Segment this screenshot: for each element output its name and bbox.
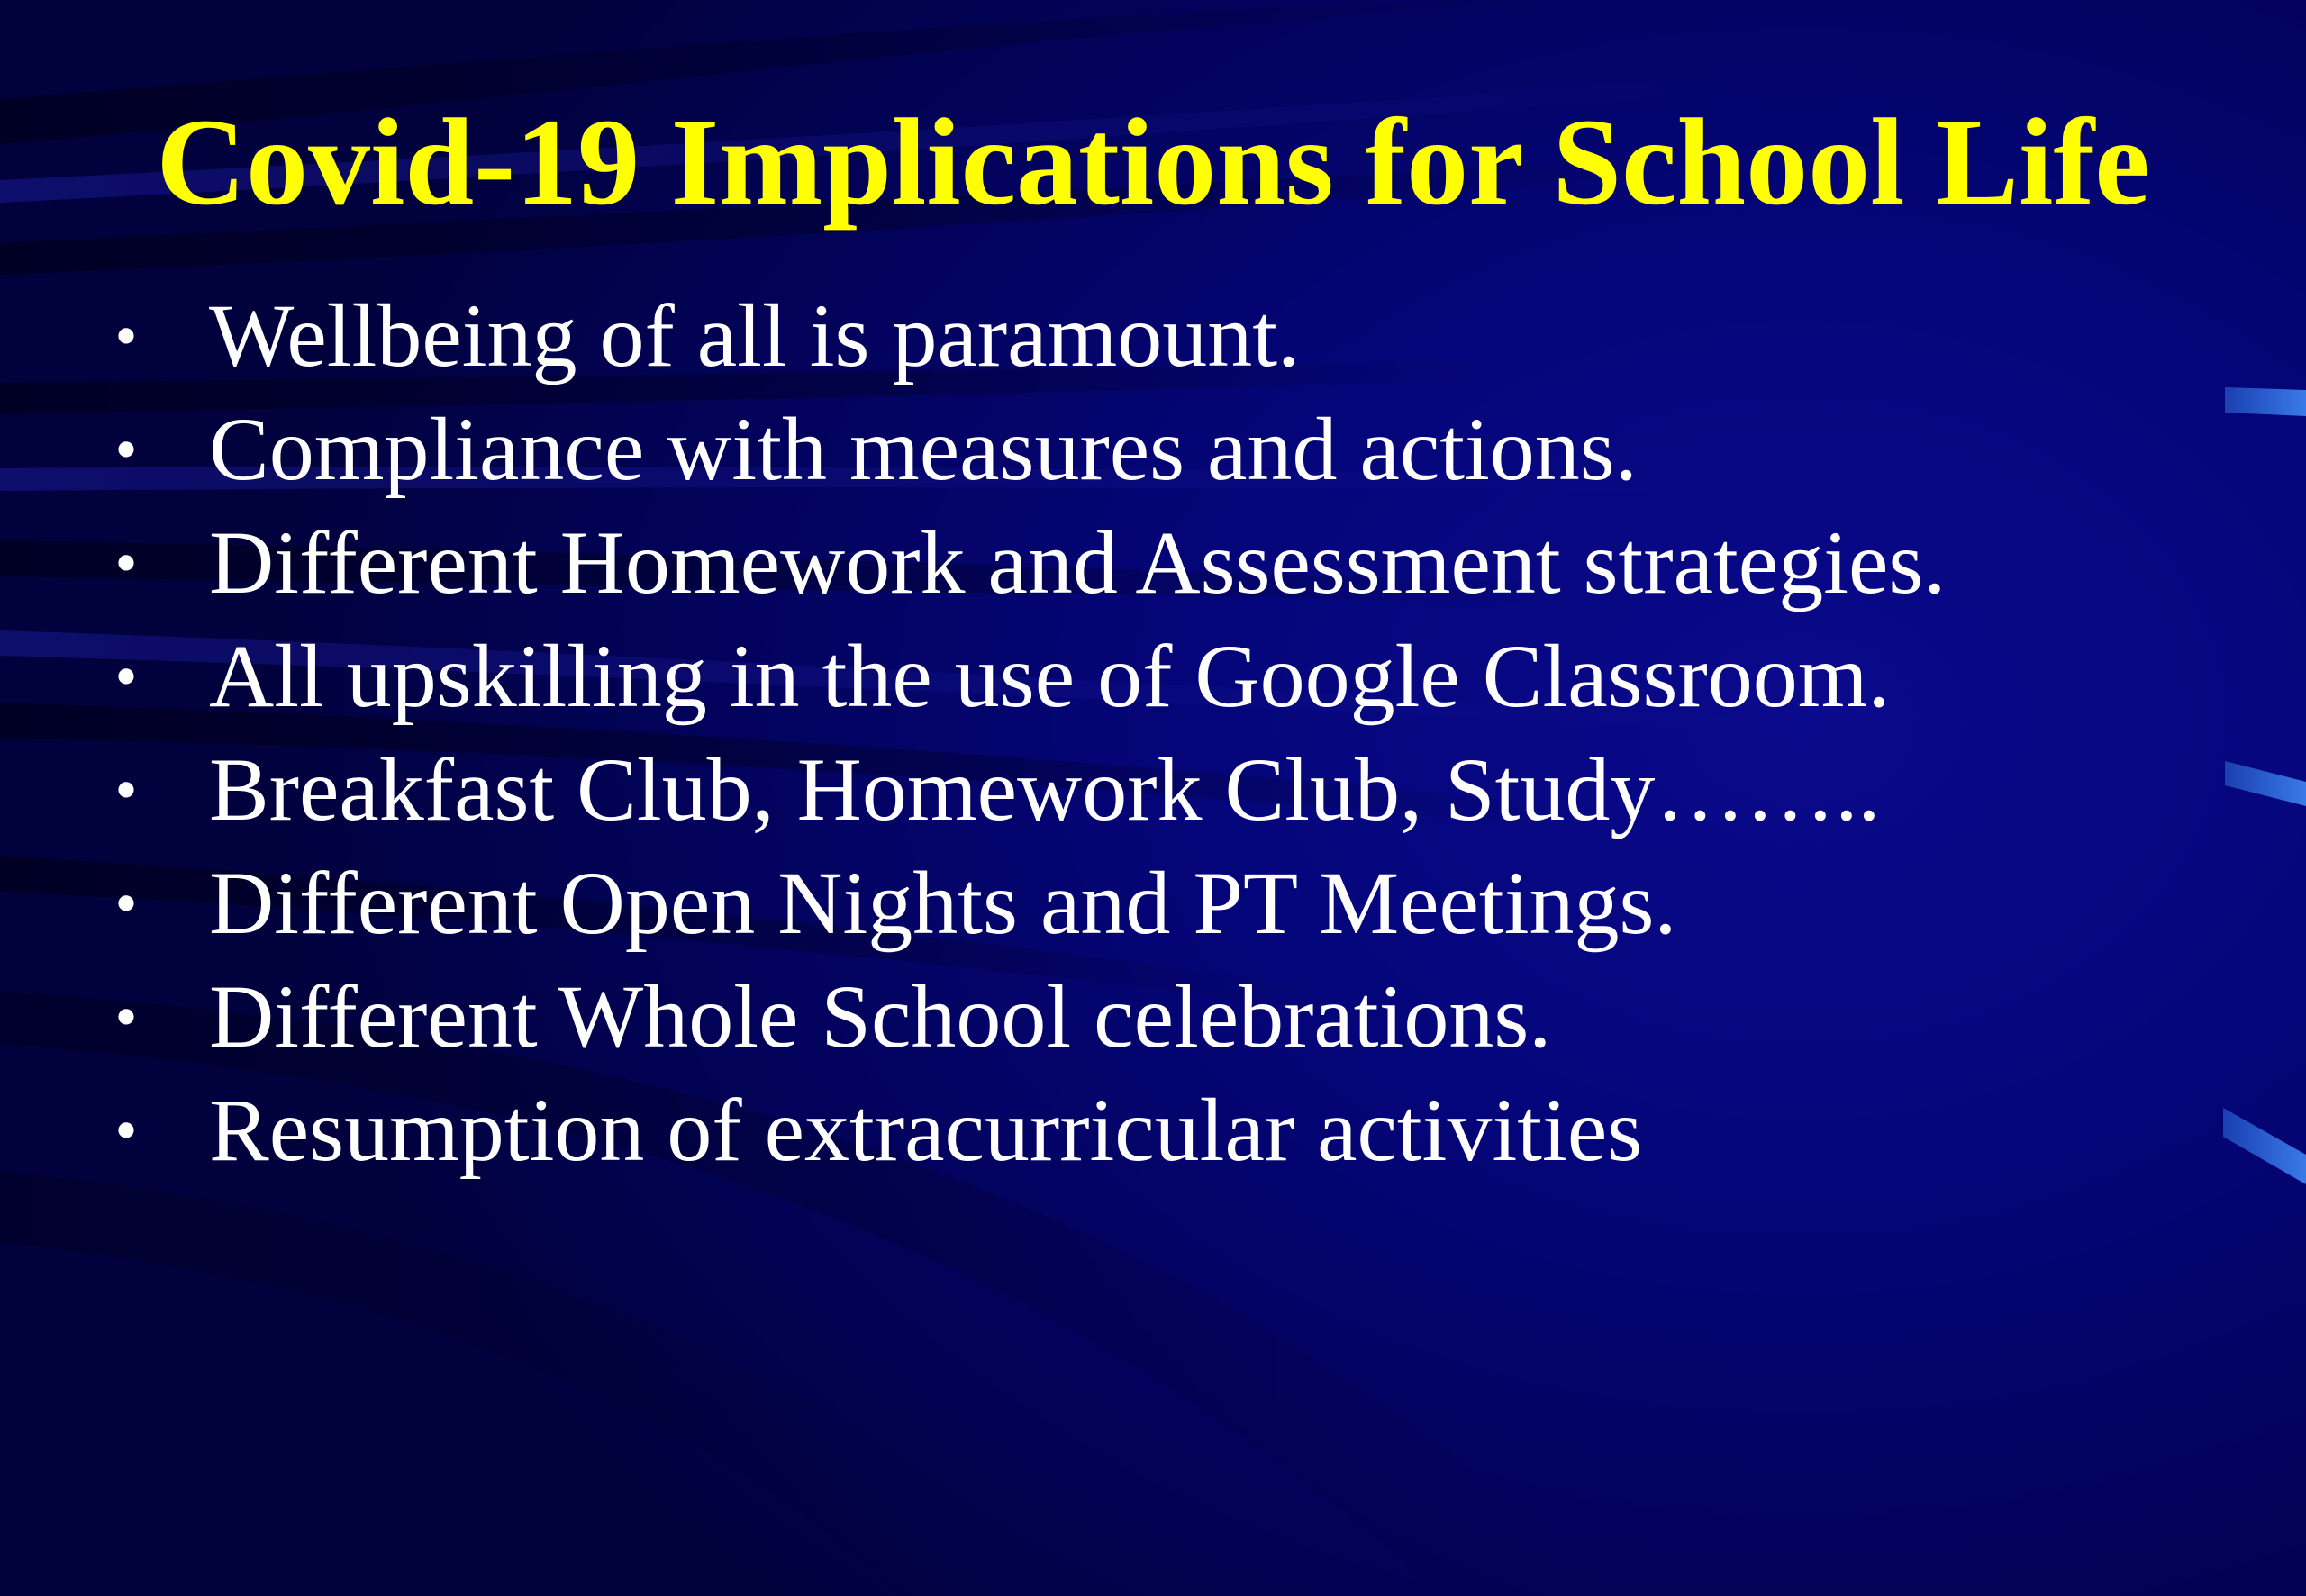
bullet-text: Different Whole School celebrations.	[209, 966, 1552, 1066]
bullet-text: Compliance with measures and actions.	[209, 399, 1638, 499]
list-item	[99, 506, 2243, 620]
bullet-text: Breakfast Club, Homework Club, Study……..	[209, 739, 1881, 839]
slide-title: Covid-19 Implications for School Life	[156, 93, 2150, 231]
bullet-list	[99, 279, 2243, 1187]
bullet-text: Resumption of extracurricular activities	[209, 1080, 1643, 1180]
bullet-text: All upskilling in the use of Google Classroom.	[209, 626, 1891, 726]
bullet-text: Different Open Nights and PT Meetings.	[209, 853, 1677, 953]
bullet-icon: •	[114, 527, 138, 599]
bullet-icon: •	[114, 981, 138, 1053]
bullet-icon: •	[114, 754, 138, 826]
bullet-icon: •	[114, 300, 138, 372]
list-item	[99, 1074, 2243, 1187]
list-item	[99, 847, 2243, 960]
list-item	[99, 279, 2243, 393]
bullet-text: Wellbeing of all is paramount.	[209, 286, 1301, 385]
bullet-icon: •	[114, 867, 138, 939]
list-item	[99, 620, 2243, 733]
bullet-text: Different Homework and Assessment strategies.	[209, 512, 1947, 612]
list-item	[99, 393, 2243, 506]
bullet-icon: •	[114, 640, 138, 712]
bullet-icon: •	[114, 413, 138, 485]
list-item	[99, 733, 2243, 847]
list-item	[99, 960, 2243, 1074]
bullet-icon: •	[114, 1094, 138, 1166]
